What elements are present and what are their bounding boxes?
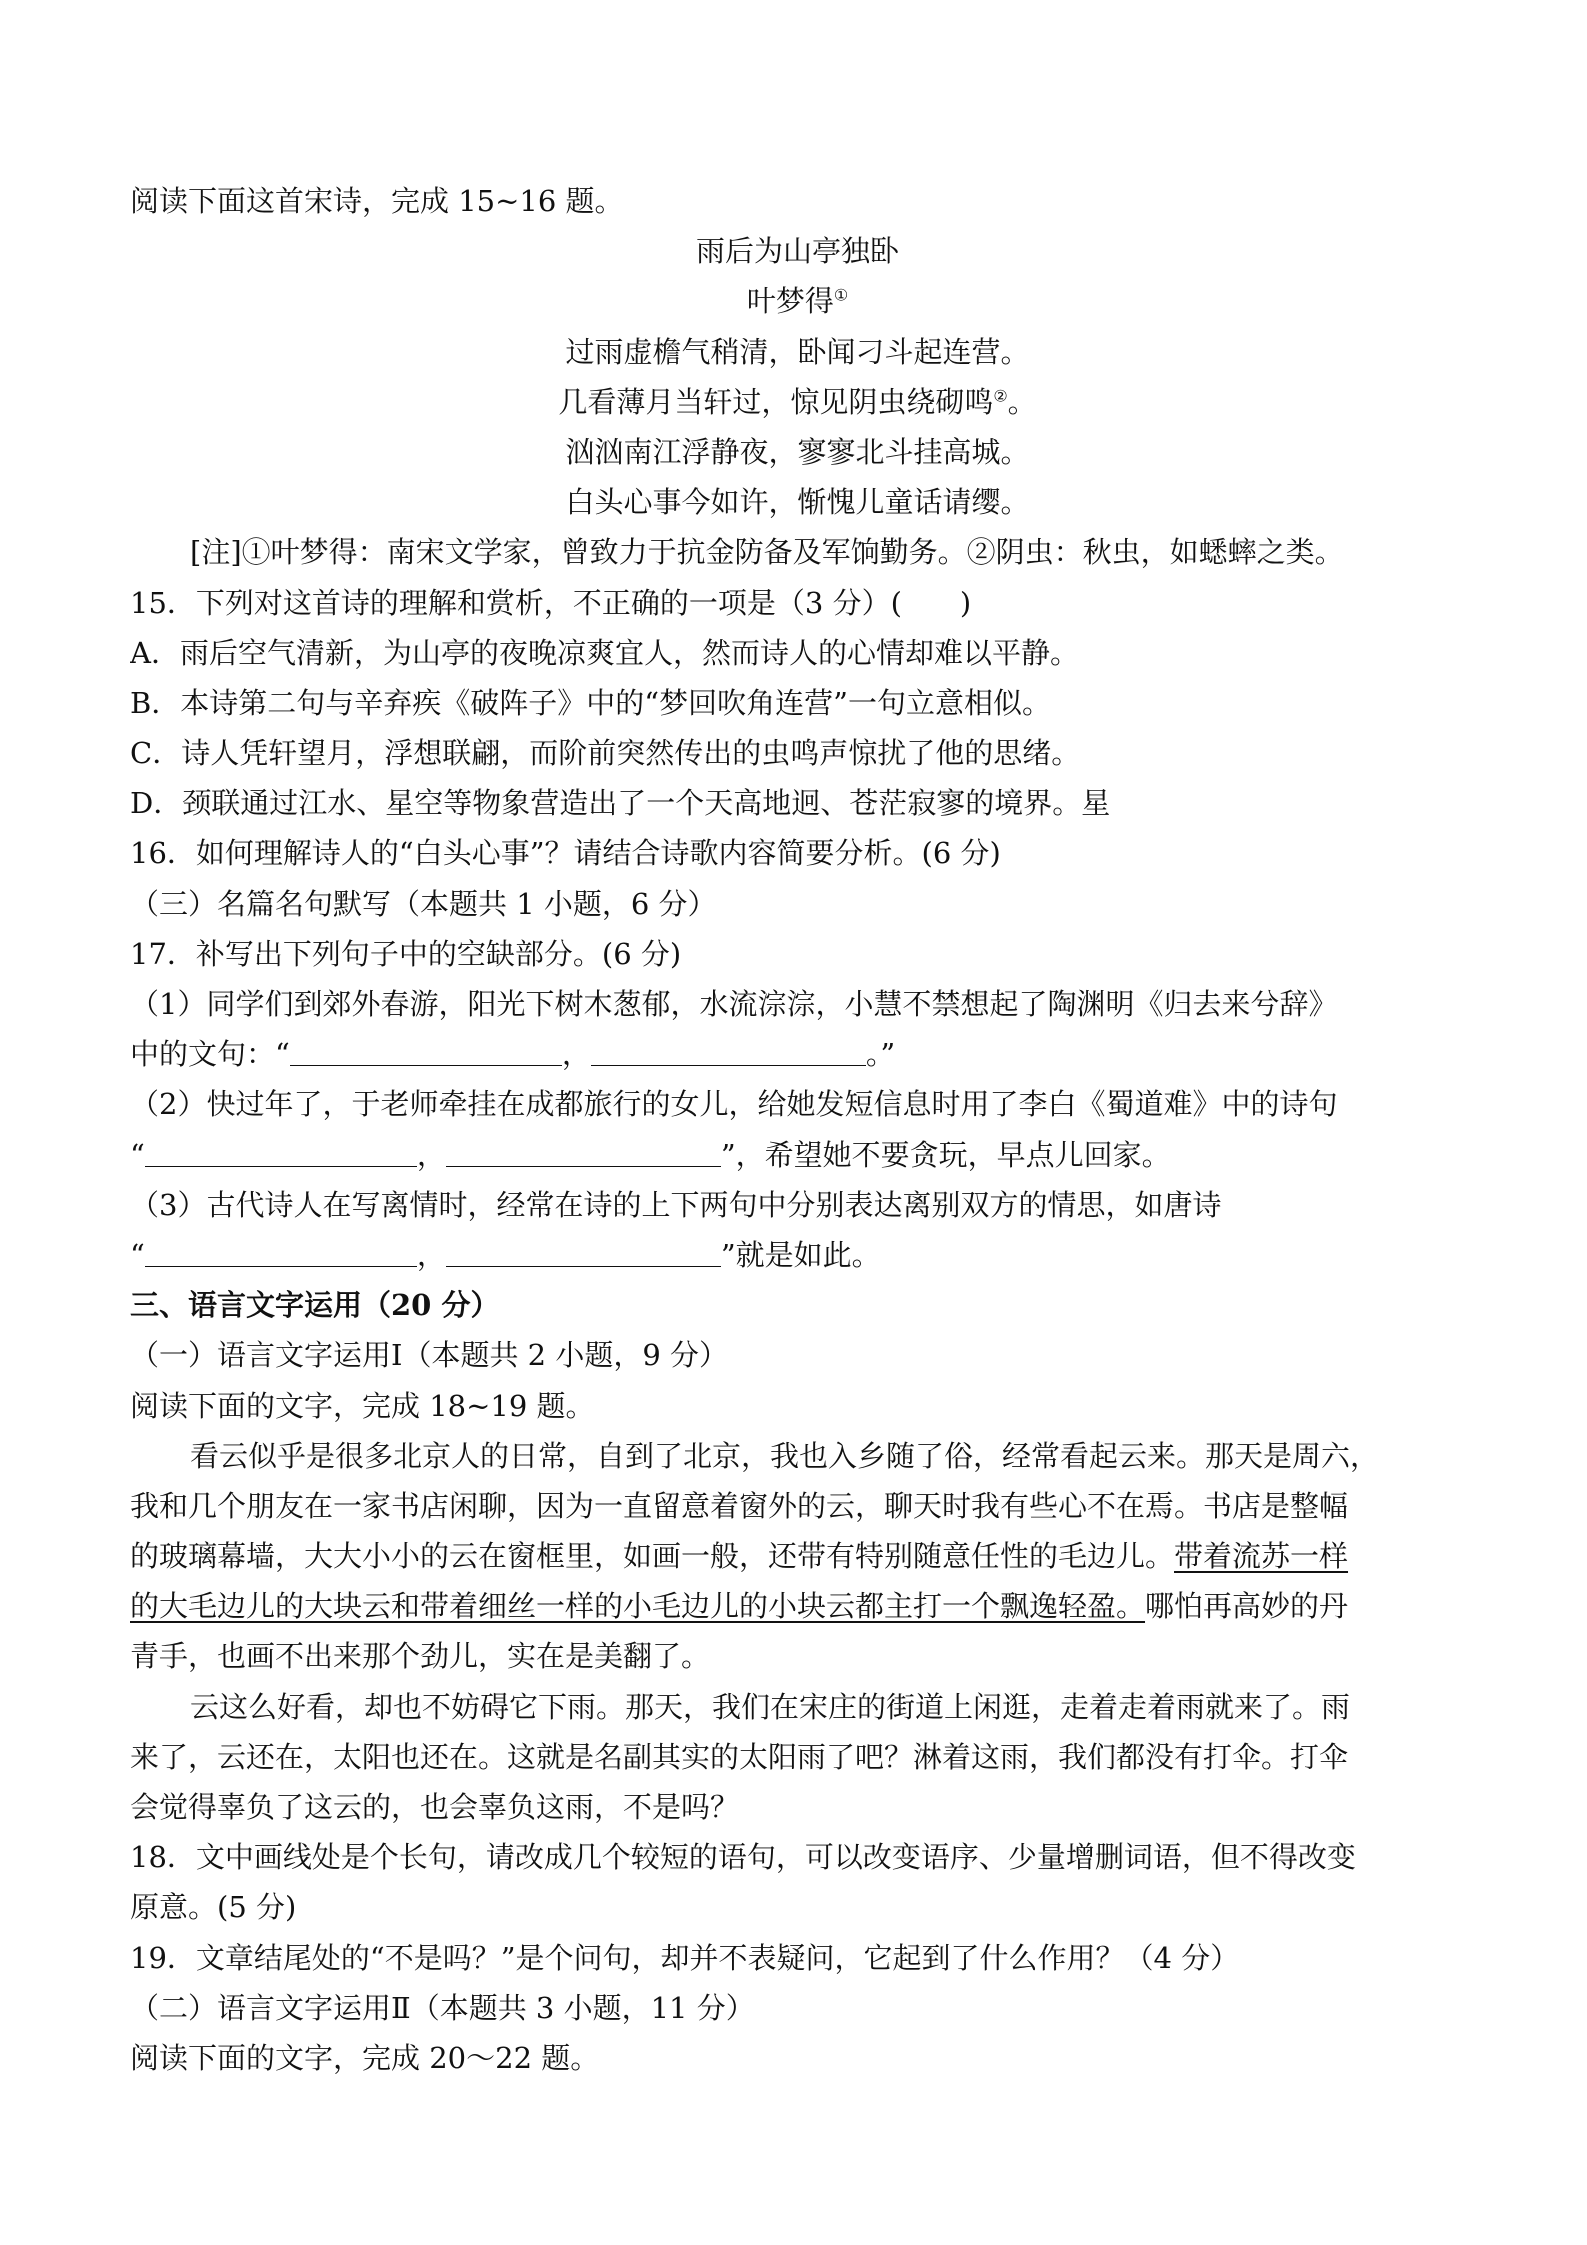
passage-line: 青手，也画不出来那个劲儿，实在是美翻了。	[130, 1639, 711, 1674]
answer-blank[interactable]	[145, 1136, 417, 1167]
section-heading: 三、语言文字运用（20 分）	[130, 1288, 500, 1323]
passage-line: 云这么好看，却也不妨碍它下雨。那天，我们在宋庄的街道上闲逛，走着走着雨就来了。雨	[190, 1689, 1351, 1724]
subsection-heading: （一）语言文字运用Ⅰ（本题共 2 小题，9 分）	[130, 1338, 729, 1373]
question-15-stem: 15．下列对这首诗的理解和赏析，不正确的一项是（3 分）( )	[130, 585, 972, 620]
question-19: 19．文章结尾处的“不是吗？”是个问句，却并不表疑问，它起到了什么作用？（4 分）	[130, 1940, 1240, 1975]
question-17-part3: （3）古代诗人在写离情时，经常在诗的上下两句中分别表达离别双方的情思，如唐诗	[130, 1187, 1222, 1222]
question-17-part3-blanks: “ ， ”就是如此。	[130, 1237, 881, 1272]
option-c: C．诗人凭轩望月，浮想联翩，而阶前突然传出的虫鸣声惊扰了他的思绪。	[130, 736, 1081, 771]
option-d: D．颈联通过江水、星空等物象营造出了一个天高地迥、苍茫寂寥的境界。星	[130, 786, 1111, 821]
answer-blank[interactable]	[591, 1035, 866, 1066]
poem-title: 雨后为山亭独卧	[695, 234, 899, 269]
passage-line: 看云似乎是很多北京人的日常，自到了北京，我也入乡随了俗，经常看起云来。那天是周六，	[190, 1438, 1380, 1473]
poem-note: [注]①叶梦得：南宋文学家，曾致力于抗金防备及军饷勤务。②阴虫：秋虫，如蟋蟀之类。	[190, 535, 1344, 570]
option-a: A．雨后空气清新，为山亭的夜晚凉爽宜人，然而诗人的心情却难以平静。	[130, 635, 1079, 670]
reading-intro: 阅读下面的文字，完成 18~19 题。	[130, 1388, 595, 1423]
answer-blank[interactable]	[446, 1236, 721, 1267]
passage-line: 我和几个朋友在一家书店闲聊，因为一直留意着窗外的云，聊天时我有些心不在焉。书店是整幅	[130, 1488, 1349, 1523]
question-18-cont: 原意。(5 分)	[130, 1890, 297, 1925]
answer-blank[interactable]	[290, 1035, 562, 1066]
question-17-part1: （1）同学们到郊外春游，阳光下树木葱郁，水流淙淙，小慧不禁想起了陶渊明《归去来兮辞》	[130, 987, 1338, 1021]
poem-line: 过雨虚檐气稍清，卧闻刁斗起连营。	[565, 334, 1030, 369]
exam-page	[130, 176, 1465, 2083]
option-b: B．本诗第二句与辛弃疾《破阵子》中的“梦回吹角连营”一句立意相似。	[130, 685, 1051, 720]
footnote-mark: ②	[993, 386, 1008, 406]
poem-line: 白头心事今如许，惭愧儿童话请缨。	[565, 485, 1030, 520]
question-16: 16．如何理解诗人的“白头心事”？请结合诗歌内容简要分析。(6 分)	[130, 836, 1001, 871]
question-18: 18．文中画线处是个长句，请改成几个较短的语句，可以改变语序、少量增删词语，但不得改变	[130, 1840, 1356, 1875]
question-17-part1-blanks: 中的文句：“ ， 。”	[130, 1037, 896, 1072]
question-17-stem: 17．补写出下列句子中的空缺部分。(6 分)	[130, 936, 682, 971]
passage-line: 的玻璃幕墙，大大小小的云在窗框里，如画一般，还带有特别随意任性的毛边儿。带着流苏一样	[130, 1539, 1349, 1574]
underlined-sentence: 的大毛边儿的大块云和带着细丝一样的小毛边儿的小块云都主打一个飘逸轻盈。	[130, 1589, 1146, 1624]
question-17-part2: （2）快过年了，于老师牵挂在成都旅行的女儿，给她发短信息时用了李白《蜀道难》中的诗句	[130, 1087, 1338, 1122]
underlined-sentence: 带着流苏一样	[1174, 1539, 1349, 1574]
subsection-heading: （二）语言文字运用Ⅱ（本题共 3 小题，11 分）	[130, 1990, 755, 2025]
passage-line: 来了，云还在，太阳也还在。这就是名副其实的太阳雨了吧？淋着这雨，我们都没有打伞。打伞	[130, 1739, 1349, 1774]
reading-intro: 阅读下面这首宋诗，完成 15~16 题。	[130, 184, 624, 218]
poem-author: 叶梦得①	[746, 284, 849, 319]
question-17-part2-blanks: “ ， ”，希望她不要贪玩，早点儿回家。	[130, 1137, 1171, 1172]
poem-line: 几看薄月当轩过，惊见阴虫绕砌鸣②。	[558, 384, 1037, 419]
section-heading: （三）名篇名句默写（本题共 1 小题，6 分）	[130, 886, 717, 921]
passage-line: 会觉得辜负了这云的，也会辜负这雨，不是吗？	[130, 1790, 740, 1824]
answer-blank[interactable]	[145, 1236, 417, 1267]
answer-blank[interactable]	[446, 1136, 721, 1167]
poem-line: 汹汹南江浮静夜，寥寥北斗挂高城。	[565, 434, 1030, 469]
passage-line: 的大毛边儿的大块云和带着细丝一样的小毛边儿的小块云都主打一个飘逸轻盈。哪怕再高妙的丹	[130, 1589, 1349, 1624]
footnote-mark: ①	[833, 285, 849, 305]
reading-intro: 阅读下面的文字，完成 20～22 题。	[130, 2040, 600, 2075]
